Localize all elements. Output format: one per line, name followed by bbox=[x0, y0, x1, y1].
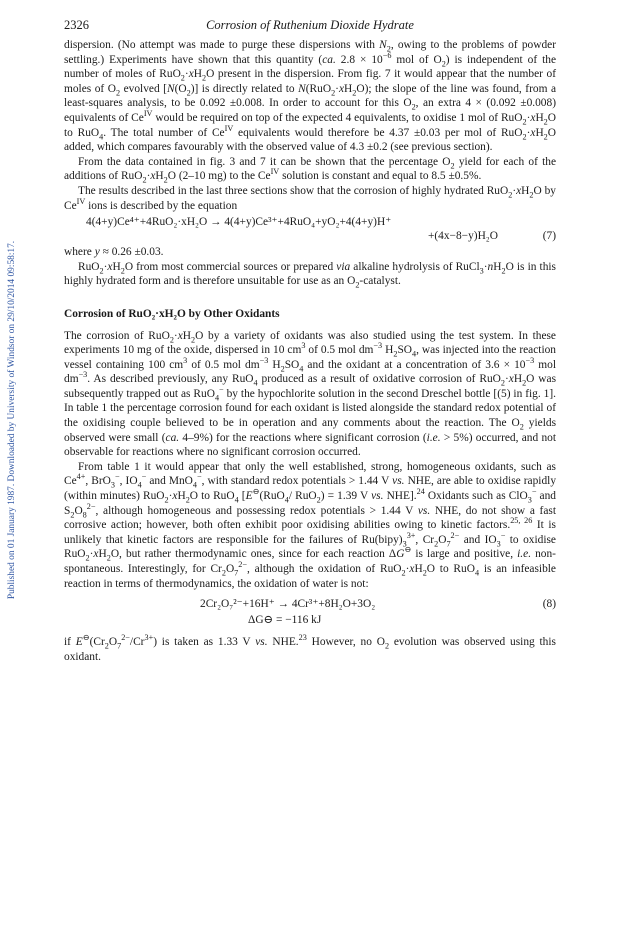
equation-7 bbox=[64, 215, 556, 245]
download-notice-sidebar bbox=[2, 140, 22, 700]
download-notice-text: Published on 01 January 1987. Downloaded by University of Windsor on 29/10/2014 09:58:17. bbox=[7, 240, 17, 600]
paragraph-1: dispersion. (No attempt was made to purge these dispersions with $N_2$, owing to the problems of powder settling.) Experiments have shown that this quantity (ca. $2.8 \times 10^{-6}$ mol of $O_2$) is independent of the number of moles of $RuO_2\cdot xH_2O$ present in the dispersion. From fig. 7 it would appear that the number of moles of $O_2$ evolved $[N(O_2)]$ is directly related to $N(RuO_2\cdot xH_2O)$; the slope of the line was found, from a least-squares analysis, to be 0.092 ±0.008. In order to account for this $O_2$, an extra 4 × (0.092 ±0.008) equivalents of $Ce^{IV}$ would be required on top of the expected 4 equivalents, to oxidise 1 mol of $RuO_2\cdot xH_2O$ to RuO$_4$. The total number of $Ce^{IV}$ equivalents would therefore be 4.37 ±0.03 per mol of $RuO_2\cdot xH_2O$ added, which compares favourably with the observed value of 4.3 ±0.2 (see previous section). bbox=[64, 39, 557, 154]
paragraph-2: From the data contained in fig. 3 and 7 it can be shown that the percentage $O_2$ yield for each of the additions of $RuO_2\cdot xH_2O$ (2–10 mg) to the $Ce^{IV}$ solution is constant and equal to 8.5 ±0.5%. bbox=[64, 155, 556, 185]
article-body bbox=[64, 38, 556, 664]
paragraph-5: $RuO_2\cdot xH_2O$ from most commercial sources or prepared via alkaline hydrolysis of $RuCl_3\cdot nH_2O$ is in this highly hydrated form and is therefore unsuitable for use as an $O_2$-catalyst. bbox=[64, 260, 556, 290]
paragraph-6: The corrosion of $RuO_2\cdot xH_2O$ by a variety of oxidants was also studied using the test system. In these experiments 10 mg of the oxide, dispersed in 10 $cm^3$ of 0.5 mol $dm^{-3}$ $H_2SO_4$, was injected into the reaction vessel containing 100 $cm^3$ of 0.5 mol $dm^{-3}$ $H_2SO_4$ and the oxidant at a concentration of $3.6 \times 10^{-3}$ mol $dm^{-3}$. As described previously, any RuO$_4$ produced as a result of oxidative corrosion of $RuO_2\cdot xH_2O$ was subsequently trapped out as RuO$_4$− by the hypochlorite solution in the second Dreschel bottle [(5) in fig. 1]. In table 1 the percentage corrosion found for each oxidant is listed alongside the standard redox potential of the oxidising couple believed to be in operation and any comments about the reaction. The $O_2$ yields observed were small (ca. 4–9%) for the reactions where significant corrosion (i.e. > 5%) occurred, and not observable for reactions where no significant corrosion occurred. bbox=[64, 329, 557, 459]
section-heading: Corrosion of RuO₂·xH₂O by Other Oxidants bbox=[64, 307, 280, 320]
equation-8-number: (8) bbox=[542, 598, 556, 611]
running-header bbox=[64, 18, 556, 34]
paragraph-4: where y ≈ 0.26 ±0.03. bbox=[64, 246, 164, 259]
equation-7-number: (7) bbox=[542, 230, 556, 243]
equation-8-line-2: ΔG⊖ = −116 kJ bbox=[248, 614, 322, 627]
equation-7-line-2: +(4x−8−y)H₂O bbox=[427, 230, 498, 243]
paragraph-3: The results described in the last three sections show that the corrosion of highly hydrated $RuO_2\cdot xH_2O$ by $Ce^{IV}$ ions is described by the equation bbox=[64, 184, 556, 212]
paragraph-8: if $E^⊖(Cr_2O_7^{2-}/Cr^{3+})$ is taken as 1.33 V vs. NHE.$^{23}$ However, no $O_2$ evolution was observed using this oxidant. bbox=[64, 633, 556, 663]
page-number: 2326 bbox=[64, 18, 89, 32]
paragraph-7: From table 1 it would appear that only the well established, strong, homogeneous oxidants, such as $Ce^{4+}$, BrO$_3$−, $IO_4^-$ and MnO$_4$−, with standard redox potentials > 1.44 V vs. NHE, are able to oxidise rapidly (within minutes) $RuO_2\cdot xH_2O$ to RuO$_4$ [E⊖(RuO$_4$/ RuO$_2$) = 1.39 V vs. NHE].$^{24}$ Oxidants such as ClO$_3$− and $S_2O_8^{2-}$, although homogeneous and possessing redox potentials > 1.44 V vs. NHE, do not show a fast corrosive action; however, both often exhibit poor oxidising abilities owing to kinetic factors.$^{25, 26}$ It is unlikely that kinetic factors are responsible for the failures of $Ru(bipy)_3^{3+}$, $Cr_2O_7^{2-}$ and $IO_3^-$ to oxidise $RuO_2\cdot xH_2O$, but rather thermodynamic ones, since for each reaction ΔG⊖ is large and positive, i.e. non-spontaneous. Interestingly, for $Cr_2O_7^{2-}$, although the oxidation of $RuO_2\cdot xH_2O$ to RuO$_4$ is an infeasible reaction in terms of thermodynamics, the oxidation of water is not: bbox=[64, 460, 557, 590]
equation-8-line-1: 2Cr₂O₇²⁻+16H⁺ → 4Cr³⁺+8H₂O+3O₂ bbox=[200, 598, 376, 611]
equation-8 bbox=[64, 597, 556, 631]
equation-7-line-1: 4(4+y)Ce⁴⁺+4RuO₂·xH₂O → 4(4+y)Ce³⁺+4RuO₄+yO₂+4(4+y)H⁺ bbox=[86, 216, 392, 229]
running-title: Corrosion of Ruthenium Dioxide Hydrate bbox=[206, 18, 414, 32]
